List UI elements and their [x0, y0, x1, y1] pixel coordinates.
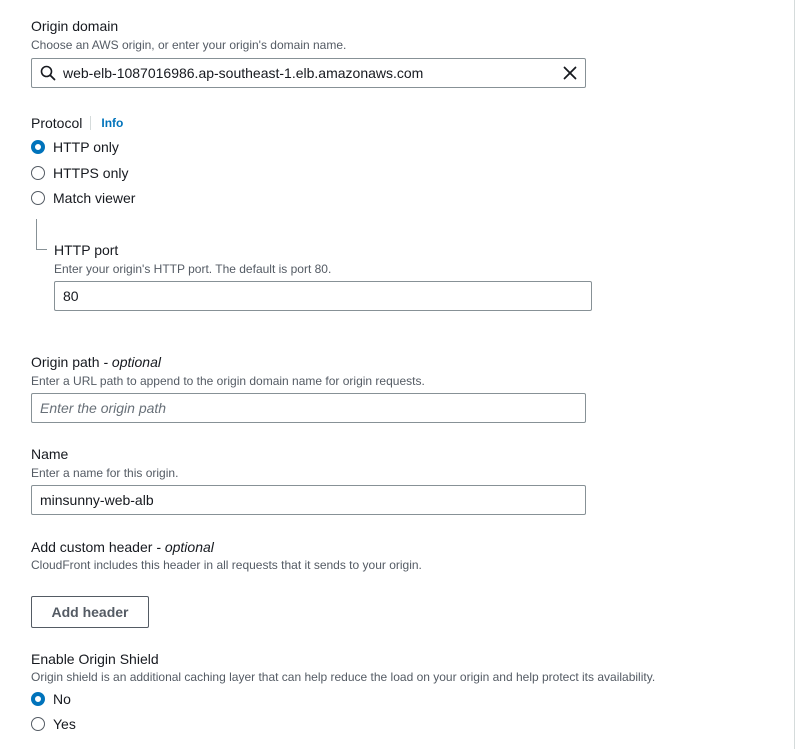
protocol-info-link[interactable]: Info [101, 116, 124, 130]
custom-header-label-row [31, 538, 214, 556]
nested-connector-line [36, 219, 47, 250]
radio-checked-icon[interactable] [31, 692, 45, 706]
origin-path-placeholder: Enter the origin path [40, 400, 167, 416]
optional-tag: - optional [103, 354, 161, 370]
http-port-label: HTTP port [54, 242, 119, 258]
origin-domain-value: web-elb-1087016986.ap-southeast-1.elb.amazonaws.com [63, 65, 424, 81]
origin-path-description: Enter a URL path to append to the origin domain name for origin requests. [31, 374, 425, 388]
origin-shield-description: Origin shield is an additional caching layer that can help reduce the load on your origin and help protect its availability. [31, 670, 656, 684]
protocol-label: Protocol [31, 115, 83, 131]
name-value: minsunny-web-alb [40, 492, 154, 508]
divider [90, 116, 91, 130]
origin-shield-option-label: No [53, 691, 71, 707]
origin-shield-option-yes[interactable] [31, 714, 76, 734]
custom-header-label: Add custom header [31, 539, 153, 555]
origin-shield-option-no[interactable] [31, 689, 71, 709]
http-port-description: Enter your origin's HTTP port. The default is port 80. [54, 262, 332, 276]
search-icon [40, 65, 56, 81]
origin-domain-input[interactable] [31, 58, 586, 88]
http-port-value: 80 [63, 288, 79, 304]
optional-tag: - optional [156, 539, 214, 555]
protocol-option-http-only[interactable] [31, 137, 119, 157]
origin-domain-description: Choose an AWS origin, or enter your origin's domain name. [31, 38, 347, 52]
origin-path-input[interactable] [31, 393, 586, 423]
protocol-option-label: Match viewer [53, 190, 136, 206]
name-input[interactable] [31, 485, 586, 515]
origin-path-label-row [31, 353, 161, 371]
close-icon[interactable] [563, 66, 577, 80]
radio-unchecked-icon[interactable] [31, 717, 45, 731]
protocol-option-match-viewer[interactable] [31, 188, 135, 208]
origin-shield-label: Enable Origin Shield [31, 651, 159, 667]
protocol-option-label: HTTPS only [53, 165, 129, 181]
name-description: Enter a name for this origin. [31, 466, 179, 480]
name-label: Name [31, 446, 69, 462]
protocol-label-row [31, 114, 123, 132]
http-port-input[interactable] [54, 281, 592, 311]
origin-path-label: Origin path [31, 354, 100, 370]
origin-shield-option-label: Yes [53, 716, 76, 732]
radio-unchecked-icon[interactable] [31, 166, 45, 180]
protocol-option-label: HTTP only [53, 139, 119, 155]
add-header-button[interactable]: Add header [31, 596, 149, 628]
origin-domain-label: Origin domain [31, 18, 119, 34]
radio-checked-icon[interactable] [31, 140, 45, 154]
radio-unchecked-icon[interactable] [31, 191, 45, 205]
custom-header-description: CloudFront includes this header in all requests that it sends to your origin. [31, 558, 422, 572]
protocol-option-https-only[interactable] [31, 163, 128, 183]
